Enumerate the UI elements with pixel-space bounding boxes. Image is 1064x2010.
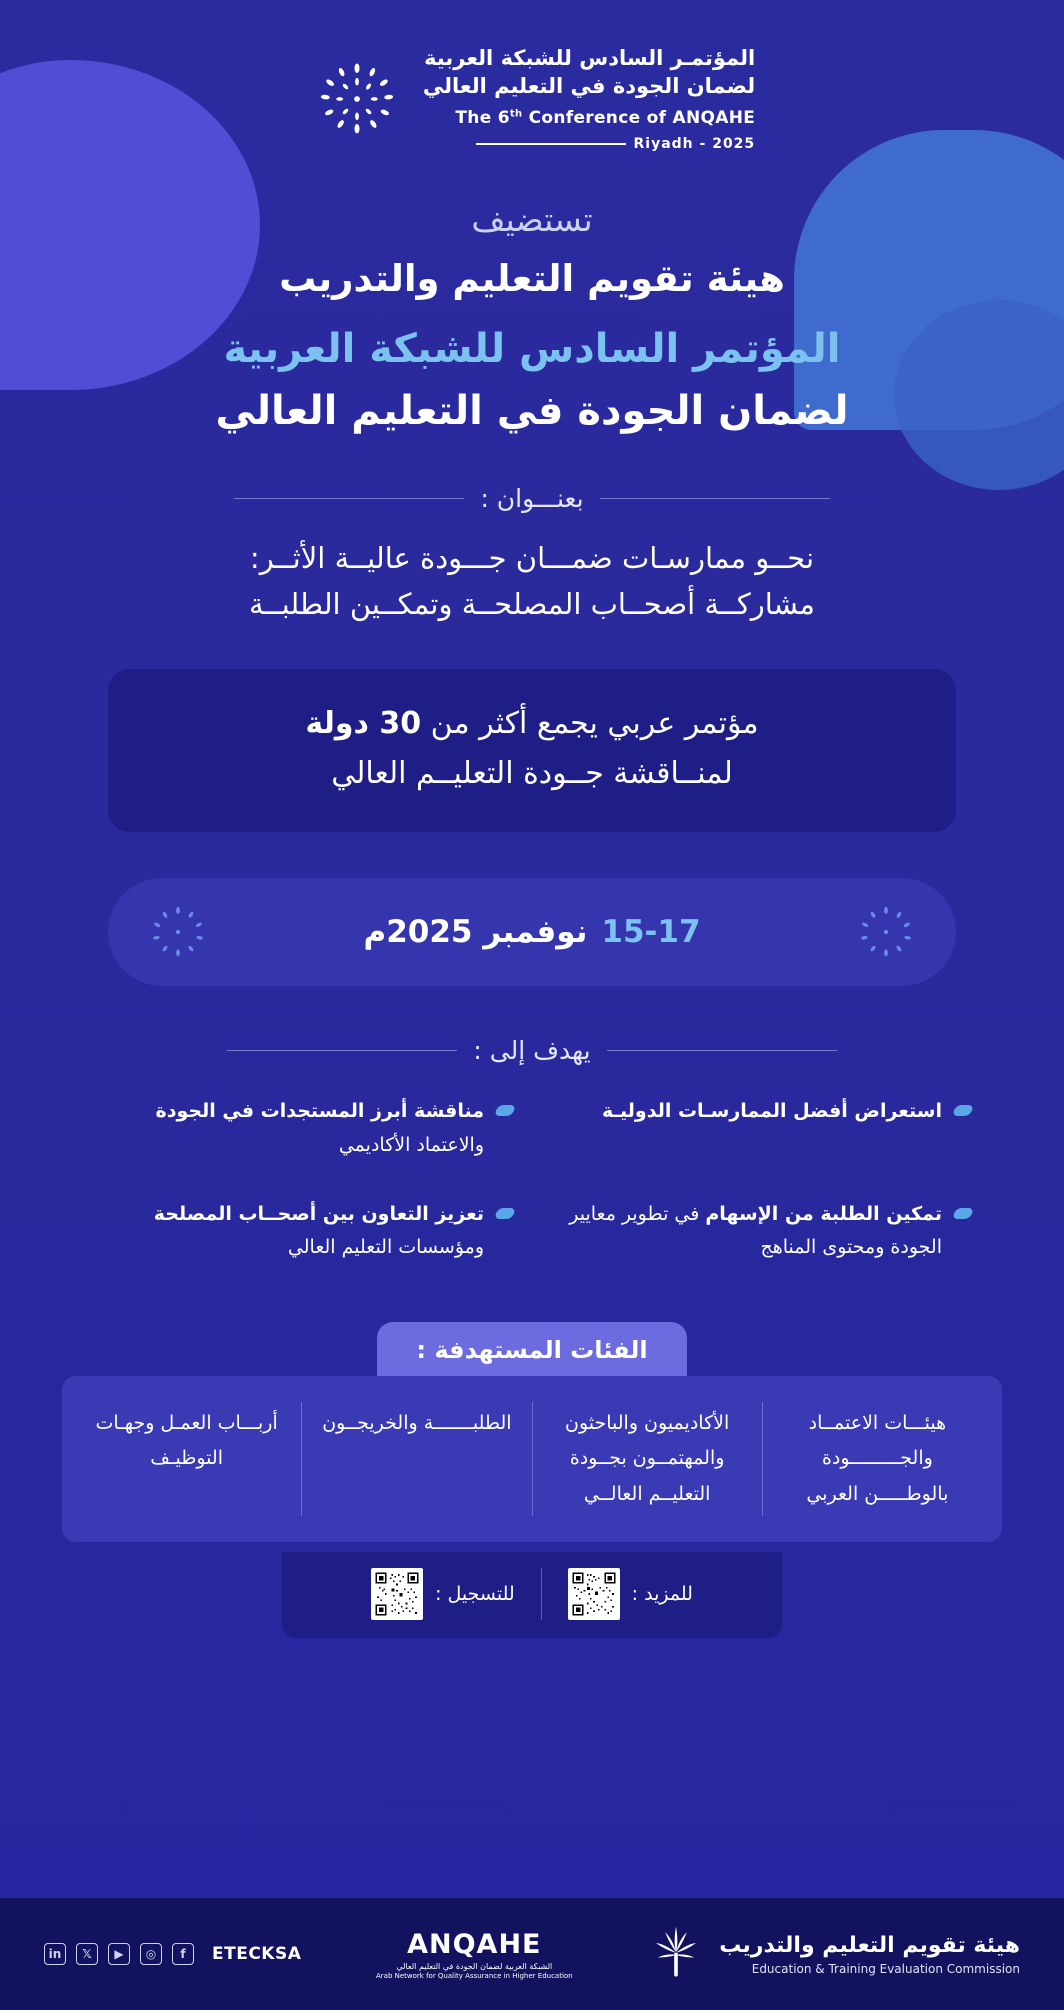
- social-links: [44, 1943, 301, 1965]
- theme-label-row: [0, 484, 1064, 513]
- goal-text-bold: تعزيز التعاون بين أصحــاب المصلحة: [153, 1202, 484, 1225]
- goal-text-rest: والاعتماد الأكاديمي: [338, 1133, 484, 1156]
- highlight-country-count: 30 دولة: [305, 706, 422, 742]
- qr-code-icon[interactable]: [371, 1568, 423, 1620]
- theme-text: [0, 535, 1064, 628]
- goals-section: [0, 1036, 1064, 1264]
- goals-label: يهدف إلى :: [473, 1036, 591, 1066]
- logo-divider-line: [476, 143, 626, 145]
- poster-header: [0, 0, 1064, 154]
- burst-dots-icon-left: [142, 896, 214, 968]
- highlight-line-2: لمنــاقشة جــودة التعليــم العالي: [331, 755, 733, 791]
- audience-column: الطلبـــــــة والخريجــون: [301, 1402, 531, 1515]
- goals-grid: [92, 1095, 972, 1264]
- anqahe-arabic-tagline: الشبكة العربية لضمان الجودة في التعليم العالي: [396, 1961, 553, 1971]
- highlight-line-1: [148, 699, 916, 749]
- goal-text-bold: تمكين الطلبة من الإسهام: [705, 1202, 942, 1225]
- goal-text: [602, 1095, 942, 1128]
- qr-more-label: للمزيد :: [631, 1582, 693, 1605]
- goals-divider-right: [227, 1050, 457, 1051]
- goal-bullet-icon: [494, 1208, 516, 1219]
- theme-line-1: نحــو ممارسـات ضمـــان جـــودة عاليــة الأثــر:: [249, 540, 815, 575]
- goal-item: [92, 1095, 514, 1162]
- poster-footer: [0, 1898, 1064, 2010]
- goal-bullet-icon: [952, 1105, 974, 1116]
- facebook-icon[interactable]: f: [172, 1943, 194, 1965]
- theme-line-2: مشاركــة أصحــاب المصلحــة وتمكــين الطلبــة: [249, 586, 815, 621]
- audience-tab-label: الفئات المستهدفة :: [377, 1322, 687, 1376]
- goal-item: [92, 1198, 514, 1265]
- etec-palm-icon: [647, 1923, 705, 1985]
- anqahe-english-tagline: Arab Network for Quality Assurance in Higher Education: [376, 1971, 573, 1980]
- etec-english-name: Education & Training Evaluation Commission: [751, 1961, 1020, 1976]
- date-month-year: نوفمبر 2025م: [363, 914, 588, 951]
- goal-text-rest: في تطوير معايير الجودة ومحتوى المناهج: [569, 1202, 942, 1259]
- hero-section: [0, 200, 1064, 434]
- qr-strip: [282, 1552, 782, 1638]
- goal-text: [92, 1095, 484, 1162]
- social-handle: ETECKSA: [212, 1944, 302, 1964]
- logo-english-rest: Conference of ANQAHE: [522, 107, 756, 128]
- goal-item: [550, 1198, 972, 1265]
- highlight-box: [108, 669, 956, 832]
- goals-divider-left: [607, 1050, 837, 1051]
- goal-bullet-icon: [494, 1105, 516, 1116]
- highlight-line-1-prefix: مؤتمر عربي يجمع أكثر من: [421, 706, 759, 742]
- audience-column: هيئـــات الاعتمــاد والجـــــــــودة بالوطـــــن العربي: [762, 1402, 992, 1515]
- instagram-icon[interactable]: ◎: [140, 1943, 162, 1965]
- x-icon[interactable]: 𝕏: [76, 1943, 98, 1965]
- audience-column: أربـــاب العمـل وجهـات التوظيـف: [95, 1412, 278, 1470]
- qr-code-icon[interactable]: [568, 1568, 620, 1620]
- logo-english-line: [423, 107, 755, 130]
- burst-dots-icon-right: [850, 896, 922, 968]
- hero-line-4: لضمان الجودة في التعليم العالي: [215, 387, 849, 434]
- logo-english-prefix: The 6: [455, 107, 510, 128]
- etec-footer-logo: [647, 1923, 1020, 1985]
- goal-text-bold: مناقشة أبرز المستجدات في الجودة: [155, 1100, 484, 1123]
- burst-dots-icon: [309, 51, 405, 147]
- qr-register[interactable]: [345, 1568, 542, 1620]
- goals-label-row: [0, 1036, 1064, 1065]
- logo-arabic-line2: لضمان الجودة في التعليم العالي: [422, 74, 756, 99]
- logo-city-rule: [423, 135, 755, 154]
- anqahe-wordmark: ANQAHE: [407, 1928, 542, 1960]
- logo-arabic-line1: المؤتمـر السادس للشبكة العربية: [424, 46, 756, 70]
- anqahe-footer-logo: [376, 1929, 573, 1980]
- hero-line-1: تستضيف: [471, 199, 593, 239]
- logo-english-ordinal: th: [509, 108, 523, 120]
- etec-arabic-name: هيئة تقويم التعليم والتدريب: [719, 1932, 1020, 1958]
- goal-text-bold: استعراض أفضل الممارسـات الدوليـة: [602, 1100, 942, 1123]
- hero-line-3: المؤتمر السادس للشبكة العربية: [223, 325, 841, 372]
- goal-text: [92, 1198, 484, 1265]
- date-range: 15-17: [601, 914, 701, 951]
- linkedin-icon[interactable]: in: [44, 1943, 66, 1965]
- youtube-icon[interactable]: ▶: [108, 1943, 130, 1965]
- logo-city-year: Riyadh - 2025: [633, 135, 756, 152]
- theme-divider-left: [600, 498, 830, 499]
- hero-line-2: هيئة تقويم التعليم والتدريب: [279, 256, 785, 300]
- date-text: [363, 914, 700, 950]
- goal-text-rest: ومؤسسات التعليم العالي: [287, 1236, 484, 1259]
- audience-box: [62, 1376, 1002, 1541]
- theme-label: بعنـــوان :: [480, 483, 584, 513]
- date-pill: [108, 878, 956, 986]
- conference-logo-text: [423, 44, 755, 154]
- audience-column: الأكاديميون والباحثون والمهتمــون بجــودة التعليــم العالــي: [532, 1402, 762, 1515]
- theme-divider-right: [234, 498, 464, 499]
- qr-more-info[interactable]: [542, 1568, 719, 1620]
- goal-bullet-icon: [952, 1208, 974, 1219]
- etec-footer-text: [719, 1933, 1020, 1976]
- goal-text: [550, 1198, 942, 1265]
- qr-register-label: للتسجيل :: [435, 1582, 515, 1605]
- goal-item: [550, 1095, 972, 1162]
